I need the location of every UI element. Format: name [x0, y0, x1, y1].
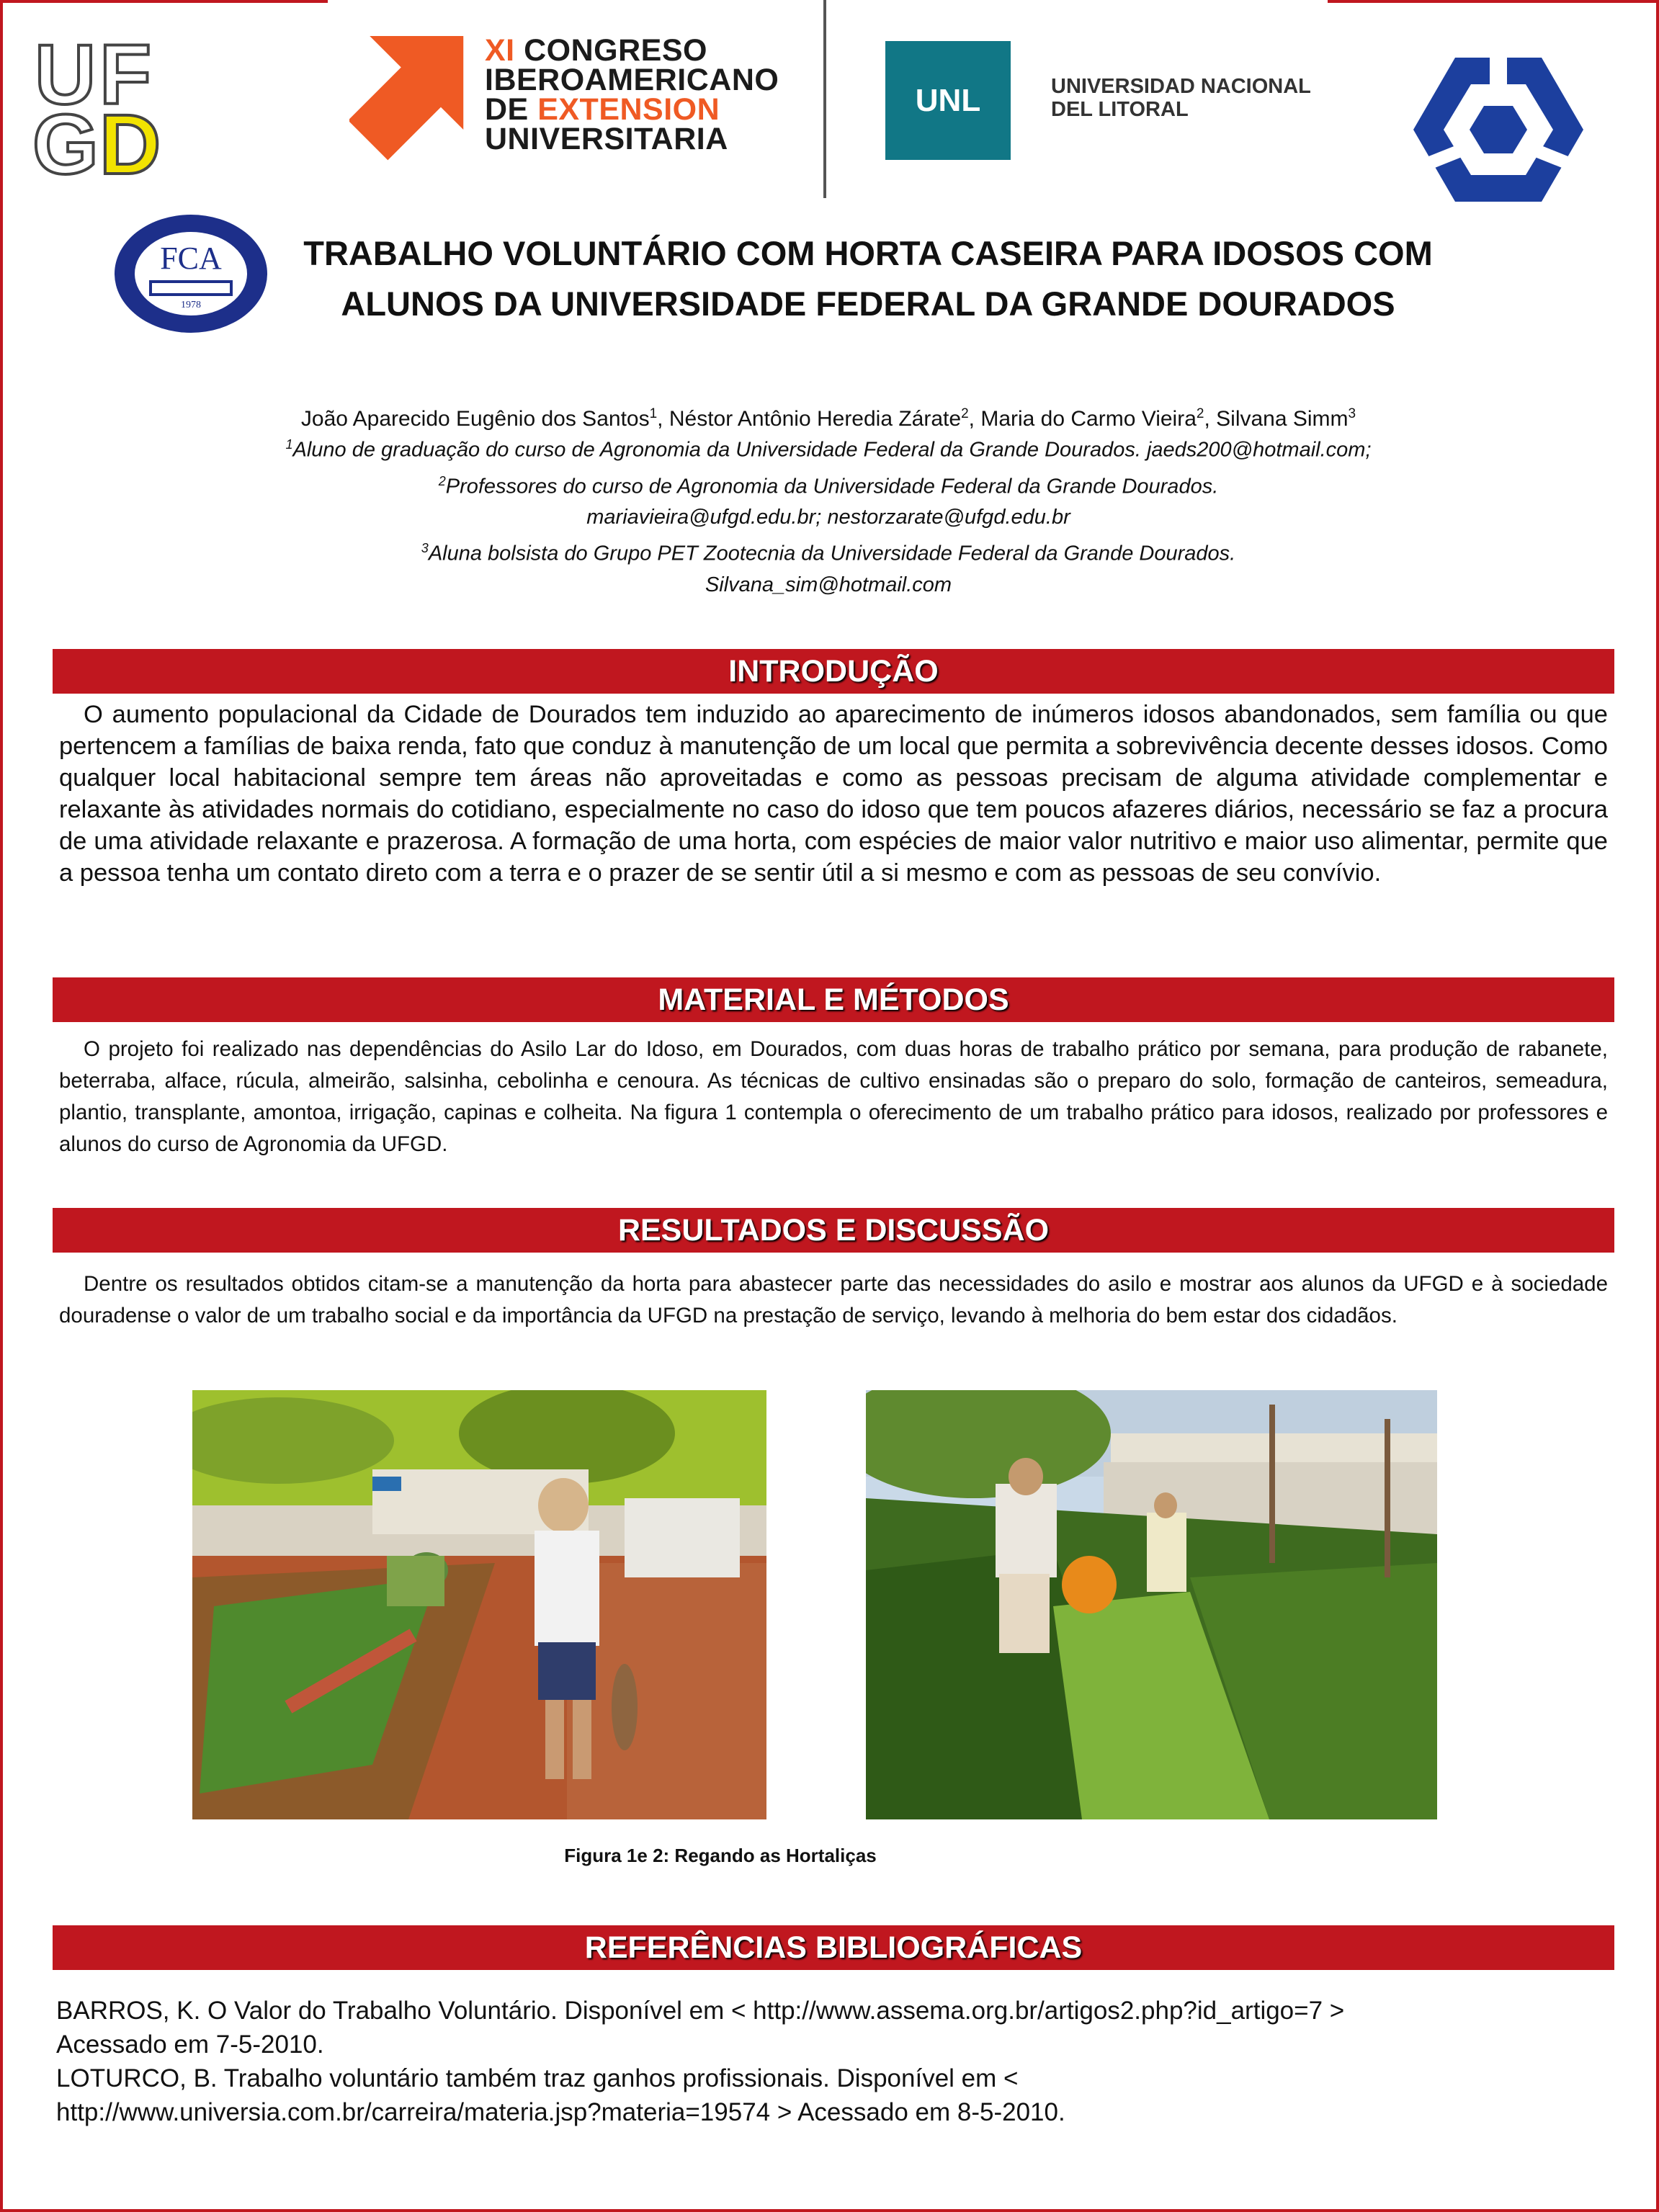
frame-right [1656, 0, 1659, 2212]
results-text: Dentre os resultados obtidos citam-se a manutenção da horta para abastecer parte das necessidades do asilo e mostrar aos alunos da UFGD e à sociedade douradense o valor de um trabalho social e da importância da UFGD na prestação de serviço, levando à melhoria do bem estar dos cidadãos. [59, 1272, 1608, 1327]
introduction-text: O aumento populacional da Cidade de Dourados tem induzido ao aparecimento de inúmeros idosos abandonados, sem família ou que pertencem a famílias de baixa renda, fato que conduz à manutenção de um local que permita a sobrevivência decente desses idosos. Como qualquer local habitacional sempre tem áreas não aproveitadas e como as pessoas precisam de alguma atividade complementar e relaxante às atividades normais do cotidiano, especialmente no caso do idoso que tem poucos afazeres diários, necessário se faz a procura de uma atividade relaxante e prazerosa. A formação de uma horta, com espécies de maior valor nutritivo e maior uso alimentar, permite que a pessoa tenha um contato direto com a terra e o prazer de se sentir útil a si mesmo e com as pessoas de seu convívio. [59, 701, 1608, 887]
section-heading-references: REFERÊNCIAS BIBLIOGRÁFICAS [53, 1925, 1614, 1970]
arrow-icon [349, 36, 479, 166]
garden-photo-asylum [192, 1390, 766, 1819]
section-heading-introduction: INTRODUÇÃO [53, 649, 1614, 694]
reference-1-line1: BARROS, K. O Valor do Trabalho Voluntário. Disponível em < http://www.assema.org.br/artigos2.php?id_artigo=7 > [56, 1997, 1345, 2025]
svg-text:FCA: FCA [160, 241, 222, 276]
garden-photo-watering [866, 1390, 1437, 1819]
ufgd-letter-g: G [32, 97, 99, 192]
congress-line3: DE EXTENSION [485, 92, 720, 127]
ufgd-letter-d: D [99, 97, 161, 192]
unl-logo: UNL [885, 41, 1011, 160]
ufgd-letter-u: U [35, 27, 97, 122]
ufgd-logo [29, 27, 180, 192]
frame-left [0, 0, 3, 2212]
affiliations: $^1$Aluno de graduação do curso de Agronomia da Universidade Federal da Grande Dourados. jaeds200@hotmail.com; $^2$Professores do curso de Agronomia da Universidade Federal da Grande Dourados. mariavieira@ufgd.edu.br; nestorzarate@ufgd.edu.br $^3$Aluna bolsista do Grupo PET Zootecnia da Universidade Federal da Grande Dourados. Silvana_sim@hotmail.com [285, 437, 1372, 596]
frame-bottom [0, 2209, 1659, 2212]
reference-1-line2: Acessado em 7-5-2010. [56, 2030, 324, 2059]
frame-top-right [1328, 0, 1659, 3]
ufgd-letter-f: F [99, 27, 152, 122]
reference-2-line2: http://www.universia.com.br/carreira/materia.jsp?materia=19574 > Acessado em 8-5-2010. [56, 2098, 1065, 2126]
poster-title: TRABALHO VOLUNTÁRIO COM HORTA CASEIRA PARA IDOSOS COM ALUNOS DA UNIVERSIDADE FEDERAL DA GRANDE DOURADOS [303, 234, 1433, 323]
university-hexagon-logo [1412, 54, 1585, 205]
fca-seal-logo [112, 212, 270, 335]
congress-logo [349, 33, 796, 169]
frame-top-left [0, 0, 328, 3]
svg-text:1978: 1978 [181, 300, 201, 310]
logo-divider [823, 0, 826, 198]
unl-name: UNIVERSIDAD NACIONAL DEL LITORAL [1051, 75, 1311, 121]
section-heading-results: RESULTADOS E DISCUSSÃO [53, 1208, 1614, 1253]
authors: João Aparecido Eugênio dos Santos$^1$, Néstor Antônio Heredia Zárate$^2$, Maria do Carmo Vieira$^2$, Silvana Simm$^3$ [300, 406, 1356, 431]
reference-2-line1: LOTURCO, B. Trabalho voluntário também traz ganhos profissionais. Disponível em < [56, 2064, 1019, 2092]
section-heading-methods: MATERIAL E MÉTODOS [53, 977, 1614, 1022]
references-list [56, 1994, 1619, 2129]
methods-text: O projeto foi realizado nas dependências do Asilo Lar do Idoso, em Dourados, com duas horas de trabalho prático por semana, para produção de rabanete, beterraba, alface, rúcula, almeirão, salsinha, cebolinha e cenoura. As técnicas de cultivo ensinadas são o preparo do solo, formação de canteiros, semeadura, plantio, transplante, amontoa, irrigação, capinas e colheita. Na figura 1 contempla o oferecimento de um trabalho prático para idosos, realizado por professores e alunos do curso de Agronomia da UFGD. [59, 1037, 1608, 1156]
figure-caption: Figura 1e 2: Regando as Hortaliças [564, 1845, 877, 1866]
congress-text: XI CONGRESO IBEROAMERICANO DE EXTENSION UNIVERSITARIA [485, 33, 779, 156]
